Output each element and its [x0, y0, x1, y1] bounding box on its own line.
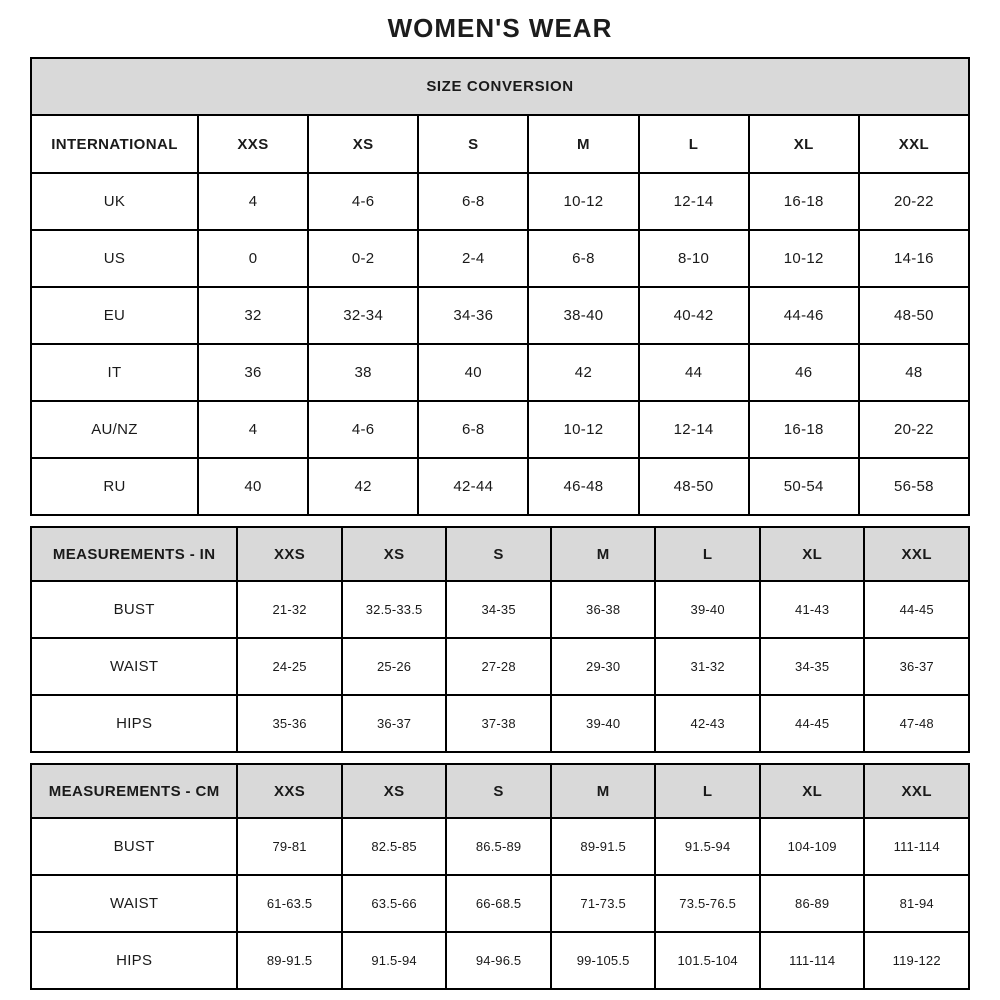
- value-cell: 20-22: [859, 401, 969, 458]
- size-column-header: XS: [308, 115, 418, 173]
- table-row: [31, 581, 969, 638]
- row-label: RU: [31, 458, 198, 515]
- row-label: WAIST: [31, 638, 237, 695]
- value-cell: 10-12: [749, 230, 859, 287]
- measurements-cm-header-row: [31, 764, 969, 818]
- value-cell: 6-8: [528, 230, 638, 287]
- measurements-in-header-row: [31, 527, 969, 581]
- table-row: [31, 173, 969, 230]
- size-column-header: XS: [342, 764, 447, 818]
- table-row: [31, 932, 969, 989]
- value-cell: 101.5-104: [655, 932, 760, 989]
- size-column-header: XXL: [859, 115, 969, 173]
- value-cell: 38-40: [528, 287, 638, 344]
- size-column-header: XL: [760, 764, 865, 818]
- value-cell: 66-68.5: [446, 875, 551, 932]
- size-column-header: M: [551, 527, 656, 581]
- size-conversion-body: [31, 173, 969, 515]
- value-cell: 99-105.5: [551, 932, 656, 989]
- measurements-in-body: [31, 581, 969, 752]
- table-row: [31, 695, 969, 752]
- table-row: [31, 458, 969, 515]
- table-row: [31, 230, 969, 287]
- value-cell: 119-122: [864, 932, 969, 989]
- value-cell: 38: [308, 344, 418, 401]
- value-cell: 82.5-85: [342, 818, 447, 875]
- value-cell: 79-81: [237, 818, 342, 875]
- row-label: EU: [31, 287, 198, 344]
- value-cell: 36: [198, 344, 308, 401]
- size-column-header: M: [551, 764, 656, 818]
- row-label: BUST: [31, 581, 237, 638]
- value-cell: 4: [198, 401, 308, 458]
- value-cell: 34-35: [446, 581, 551, 638]
- size-column-header: XS: [342, 527, 447, 581]
- value-cell: 12-14: [639, 173, 749, 230]
- size-column-header: M: [528, 115, 638, 173]
- value-cell: 39-40: [655, 581, 760, 638]
- value-cell: 42-43: [655, 695, 760, 752]
- size-column-header: XL: [760, 527, 865, 581]
- value-cell: 29-30: [551, 638, 656, 695]
- value-cell: 46-48: [528, 458, 638, 515]
- value-cell: 37-38: [446, 695, 551, 752]
- measurements-cm-table: [30, 763, 970, 990]
- row-label: BUST: [31, 818, 237, 875]
- value-cell: 73.5-76.5: [655, 875, 760, 932]
- row-label: UK: [31, 173, 198, 230]
- size-column-header: XXS: [198, 115, 308, 173]
- size-column-header: XXL: [864, 764, 969, 818]
- page-title: WOMEN'S WEAR: [387, 13, 613, 43]
- value-cell: 94-96.5: [446, 932, 551, 989]
- header-label: MEASUREMENTS - IN: [31, 527, 237, 581]
- value-cell: 111-114: [864, 818, 969, 875]
- value-cell: 89-91.5: [237, 932, 342, 989]
- value-cell: 39-40: [551, 695, 656, 752]
- value-cell: 111-114: [760, 932, 865, 989]
- measurements-cm-body: [31, 818, 969, 989]
- value-cell: 32: [198, 287, 308, 344]
- value-cell: 10-12: [528, 173, 638, 230]
- size-column-header: L: [655, 764, 760, 818]
- value-cell: 25-26: [342, 638, 447, 695]
- table-row: [31, 401, 969, 458]
- value-cell: 61-63.5: [237, 875, 342, 932]
- value-cell: 47-48: [864, 695, 969, 752]
- value-cell: 32.5-33.5: [342, 581, 447, 638]
- value-cell: 40: [198, 458, 308, 515]
- value-cell: 2-4: [418, 230, 528, 287]
- size-column-header: L: [639, 115, 749, 173]
- value-cell: 91.5-94: [655, 818, 760, 875]
- table-row: [31, 638, 969, 695]
- value-cell: 14-16: [859, 230, 969, 287]
- size-column-header: XXS: [237, 764, 342, 818]
- value-cell: 31-32: [655, 638, 760, 695]
- value-cell: 86.5-89: [446, 818, 551, 875]
- value-cell: 32-34: [308, 287, 418, 344]
- size-conversion-table: [30, 57, 970, 516]
- value-cell: 48-50: [859, 287, 969, 344]
- value-cell: 34-35: [760, 638, 865, 695]
- value-cell: 91.5-94: [342, 932, 447, 989]
- value-cell: 63.5-66: [342, 875, 447, 932]
- table-row: [31, 287, 969, 344]
- measurements-in-table: [30, 526, 970, 753]
- value-cell: 4: [198, 173, 308, 230]
- size-column-header: XXS: [237, 527, 342, 581]
- value-cell: 44-46: [749, 287, 859, 344]
- value-cell: 24-25: [237, 638, 342, 695]
- value-cell: 81-94: [864, 875, 969, 932]
- value-cell: 89-91.5: [551, 818, 656, 875]
- value-cell: 40-42: [639, 287, 749, 344]
- value-cell: 42: [528, 344, 638, 401]
- size-column-header: S: [446, 764, 551, 818]
- value-cell: 0: [198, 230, 308, 287]
- value-cell: 6-8: [418, 173, 528, 230]
- size-conversion-banner: SIZE CONVERSION: [31, 58, 969, 115]
- row-label: WAIST: [31, 875, 237, 932]
- value-cell: 50-54: [749, 458, 859, 515]
- size-column-header: S: [446, 527, 551, 581]
- value-cell: 104-109: [760, 818, 865, 875]
- value-cell: 4-6: [308, 401, 418, 458]
- value-cell: 36-37: [342, 695, 447, 752]
- value-cell: 44-45: [864, 581, 969, 638]
- row-label: HIPS: [31, 932, 237, 989]
- row-label: IT: [31, 344, 198, 401]
- value-cell: 20-22: [859, 173, 969, 230]
- value-cell: 36-37: [864, 638, 969, 695]
- table-row: [31, 875, 969, 932]
- header-label: INTERNATIONAL: [31, 115, 198, 173]
- value-cell: 12-14: [639, 401, 749, 458]
- value-cell: 27-28: [446, 638, 551, 695]
- value-cell: 86-89: [760, 875, 865, 932]
- size-column-header: S: [418, 115, 528, 173]
- row-label: AU/NZ: [31, 401, 198, 458]
- table-row: [31, 818, 969, 875]
- value-cell: 6-8: [418, 401, 528, 458]
- value-cell: 0-2: [308, 230, 418, 287]
- value-cell: 10-12: [528, 401, 638, 458]
- value-cell: 44: [639, 344, 749, 401]
- value-cell: 36-38: [551, 581, 656, 638]
- size-column-header: XXL: [864, 527, 969, 581]
- value-cell: 40: [418, 344, 528, 401]
- header-label: MEASUREMENTS - CM: [31, 764, 237, 818]
- size-column-header: L: [655, 527, 760, 581]
- table-row: [31, 344, 969, 401]
- value-cell: 42-44: [418, 458, 528, 515]
- value-cell: 35-36: [237, 695, 342, 752]
- value-cell: 71-73.5: [551, 875, 656, 932]
- value-cell: 16-18: [749, 401, 859, 458]
- row-label: US: [31, 230, 198, 287]
- value-cell: 42: [308, 458, 418, 515]
- value-cell: 16-18: [749, 173, 859, 230]
- value-cell: 34-36: [418, 287, 528, 344]
- size-column-header: XL: [749, 115, 859, 173]
- row-label: HIPS: [31, 695, 237, 752]
- size-conversion-banner-row: [31, 58, 969, 115]
- value-cell: 8-10: [639, 230, 749, 287]
- value-cell: 4-6: [308, 173, 418, 230]
- value-cell: 46: [749, 344, 859, 401]
- value-cell: 44-45: [760, 695, 865, 752]
- size-conversion-header-row: [31, 115, 969, 173]
- value-cell: 41-43: [760, 581, 865, 638]
- value-cell: 48: [859, 344, 969, 401]
- value-cell: 21-32: [237, 581, 342, 638]
- value-cell: 56-58: [859, 458, 969, 515]
- value-cell: 48-50: [639, 458, 749, 515]
